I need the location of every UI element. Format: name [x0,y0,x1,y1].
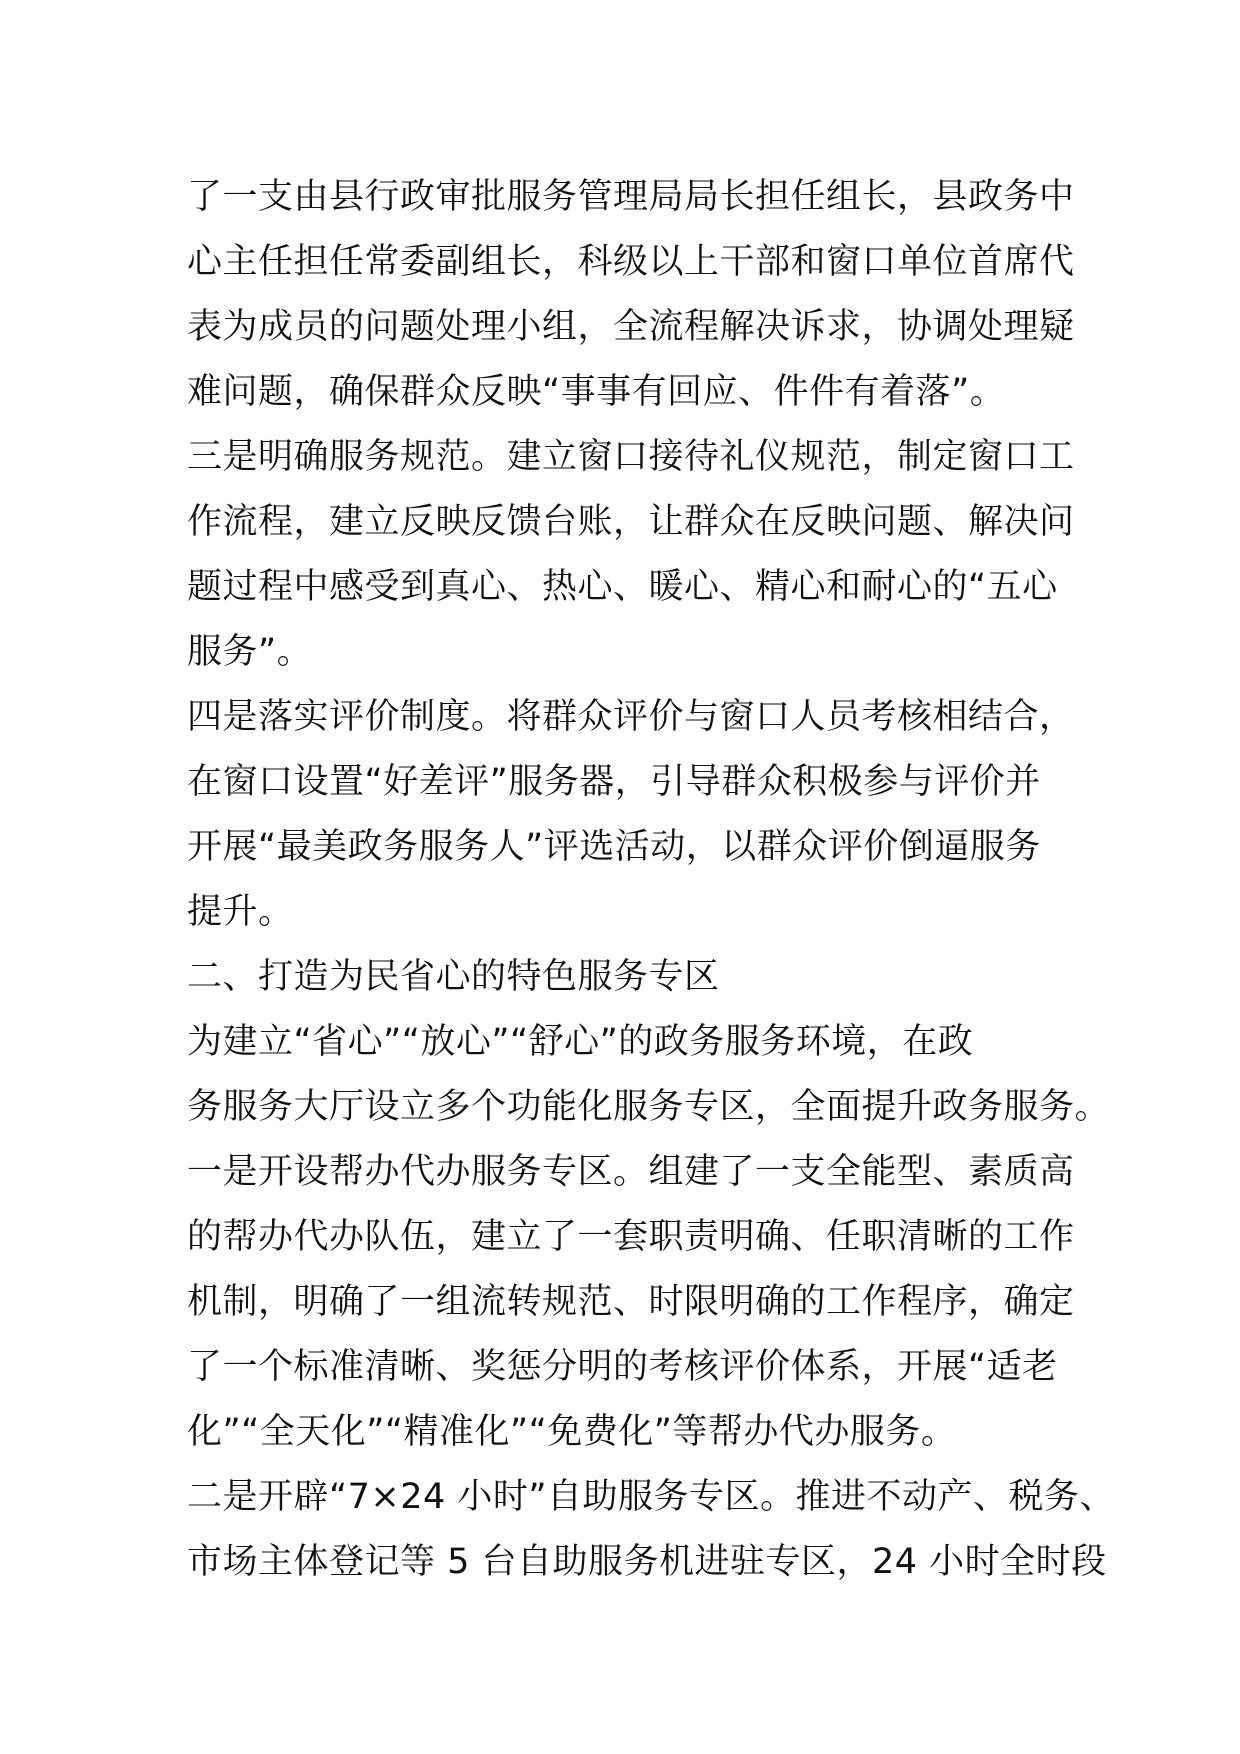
text-line: 表为成员的问题处理小组，全流程解决诉求，协调处理疑 [187,307,1075,347]
text-line: 作流程，建立反映反馈台账，让群众在反映问题、解决问 [187,502,1075,542]
text-line: 三是明确服务规范。建立窗口接待礼仪规范，制定窗口工 [187,437,1075,477]
text-line: 一是开设帮办代办服务专区。组建了一支全能型、素质高 [187,1152,1075,1192]
text-line: 二是开辟“7×24 小时”自助服务专区。推进不动产、税务、 [187,1477,1116,1517]
text-line: 务服务大厅设立多个功能化服务专区，全面提升政务服务。 [187,1087,1111,1127]
text-line: 市场主体登记等 5 台自助服务机进驻专区，24 小时全时段 [187,1542,1107,1582]
text-line: 为建立“省心”“放心”“舒心”的政务服务环境，在政 [187,1022,974,1062]
text-line: 化”“全天化”“精准化”“免费化”等帮办代办服务。 [187,1412,957,1452]
section-heading: 二、打造为民省心的特色服务专区 [187,957,720,997]
text-line: 了一个标准清晰、奖惩分明的考核评价体系，开展“适老 [187,1347,1058,1387]
text-line: 了一支由县行政审批服务管理局局长担任组长，县政务中 [187,177,1075,217]
text-line: 机制，明确了一组流转规范、时限明确的工作程序，确定 [187,1282,1075,1322]
text-line: 服务”。 [187,632,313,672]
text-line: 开展“最美政务服务人”评选活动，以群众评价倒逼服务 [187,827,1041,867]
text-line: 在窗口设置“好差评”服务器，引导群众积极参与评价并 [187,762,1041,802]
text-line: 提升。 [187,892,294,932]
text-line: 心主任担任常委副组长，科级以上干部和窗口单位首席代 [187,242,1075,282]
document-body [187,165,1116,1595]
text-line: 难问题，确保群众反映“事事有回应、件件有着落”。 [187,372,1006,412]
text-line: 四是落实评价制度。将群众评价与窗口人员考核相结合， [187,697,1075,737]
text-line: 的帮办代办队伍，建立了一套职责明确、任职清晰的工作 [187,1217,1075,1257]
text-line: 题过程中感受到真心、热心、暖心、精心和耐心的“五心 [187,567,1058,607]
